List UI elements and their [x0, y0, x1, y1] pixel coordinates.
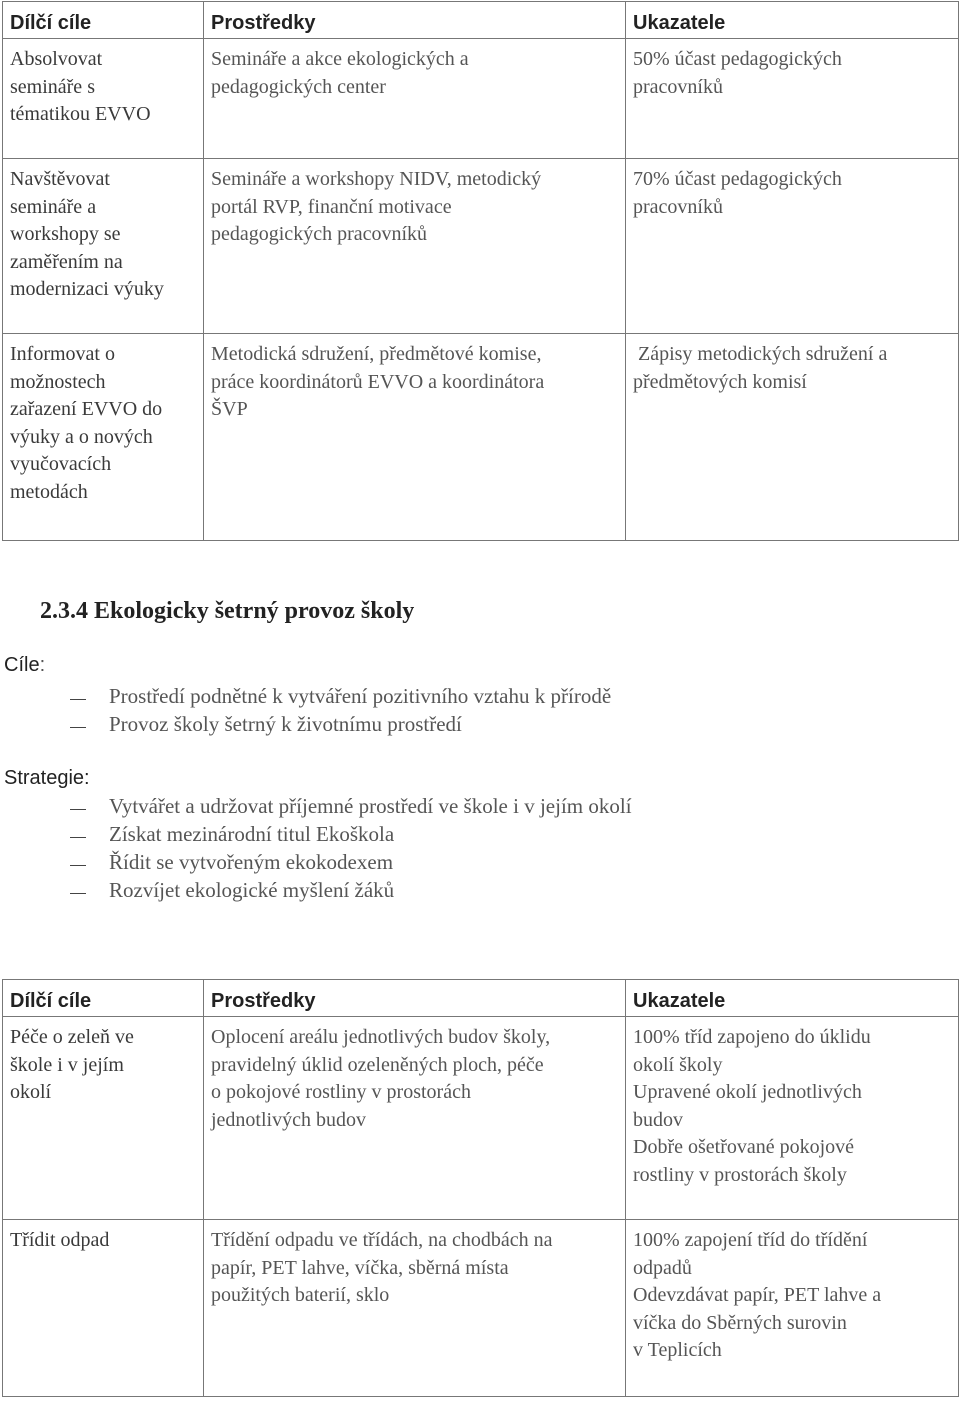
means-cell: Metodická sdružení, předmětové komise, práce koordinátorů EVVO a koordinátora ŠVP — [204, 334, 626, 541]
goals-table-bottom — [2, 979, 959, 1397]
column-header-indicators: Ukazatele — [626, 2, 959, 39]
goal-cell: Třídit odpad — [3, 1220, 204, 1397]
dash-bullet-icon — [70, 727, 86, 728]
indicators-cell: 100% tříd zapojeno do úklidu okolí školy Upravené okolí jednotlivých budov Dobře ošetřované pokojové rostliny v prostorách školy — [626, 1017, 959, 1220]
strategy-label: Strategie: — [4, 767, 90, 789]
table-row — [3, 1017, 959, 1220]
column-header-goals: Dílčí cíle — [3, 980, 204, 1017]
dash-bullet-icon — [70, 809, 86, 810]
means-cell: Semináře a workshopy NIDV, metodický portál RVP, finanční motivace pedagogických pracovníků — [204, 159, 626, 334]
dash-bullet-icon — [70, 893, 86, 894]
goal-cell: Informovat o možnostech zařazení EVVO do výuky a o nových vyučovacích metodách — [3, 334, 204, 541]
list-item: Řídit se vytvořeným ekokodexem — [0, 848, 632, 876]
goals-label: Cíle: — [4, 654, 46, 676]
table-row — [3, 39, 959, 159]
table-row — [3, 334, 959, 541]
list-item: Provoz školy šetrný k životnímu prostředí — [0, 710, 611, 738]
indicators-cell: 50% účast pedagogických pracovníků — [626, 39, 959, 159]
indicators-cell: Zápisy metodických sdružení a předmětových komisí — [626, 334, 959, 541]
means-cell: Semináře a akce ekologických a pedagogických center — [204, 39, 626, 159]
table-row — [3, 1220, 959, 1397]
column-header-goals: Dílčí cíle — [3, 2, 204, 39]
strategy-list — [0, 792, 632, 904]
dash-bullet-icon — [70, 837, 86, 838]
goal-cell: Absolvovat semináře s tématikou EVVO — [3, 39, 204, 159]
indicators-cell: 70% účast pedagogických pracovníků — [626, 159, 959, 334]
table-header-row — [3, 980, 959, 1017]
goal-cell: Navštěvovat semináře a workshopy se zaměřením na modernizaci výuky — [3, 159, 204, 334]
list-item: Rozvíjet ekologické myšlení žáků — [0, 876, 632, 904]
goals-list — [0, 682, 611, 738]
means-cell: Oplocení areálu jednotlivých budov školy, pravidelný úklid ozeleněných ploch, péče o pokojové rostliny v prostorách jednotlivých budov — [204, 1017, 626, 1220]
table-header-row — [3, 2, 959, 39]
means-cell: Třídění odpadu ve třídách, na chodbách na papír, PET lahve, víčka, sběrná místa použitých baterií, sklo — [204, 1220, 626, 1397]
indicators-cell: 100% zapojení tříd do třídění odpadů Odevzdávat papír, PET lahve a víčka do Sběrných surovin v Teplicích — [626, 1220, 959, 1397]
dash-bullet-icon — [70, 699, 86, 700]
section-heading: 2.3.4 Ekologicky šetrný provoz školy — [40, 598, 415, 624]
column-header-means: Prostředky — [204, 980, 626, 1017]
goals-table-top — [2, 1, 959, 541]
list-item: Získat mezinárodní titul Ekoškola — [0, 820, 632, 848]
goal-cell: Péče o zeleň ve škole i v jejím okolí — [3, 1017, 204, 1220]
table-row — [3, 159, 959, 334]
dash-bullet-icon — [70, 865, 86, 866]
column-header-indicators: Ukazatele — [626, 980, 959, 1017]
list-item: Vytvářet a udržovat příjemné prostředí ve škole i v jejím okolí — [0, 792, 632, 820]
list-item: Prostředí podnětné k vytváření pozitivního vztahu k přírodě — [0, 682, 611, 710]
column-header-means: Prostředky — [204, 2, 626, 39]
